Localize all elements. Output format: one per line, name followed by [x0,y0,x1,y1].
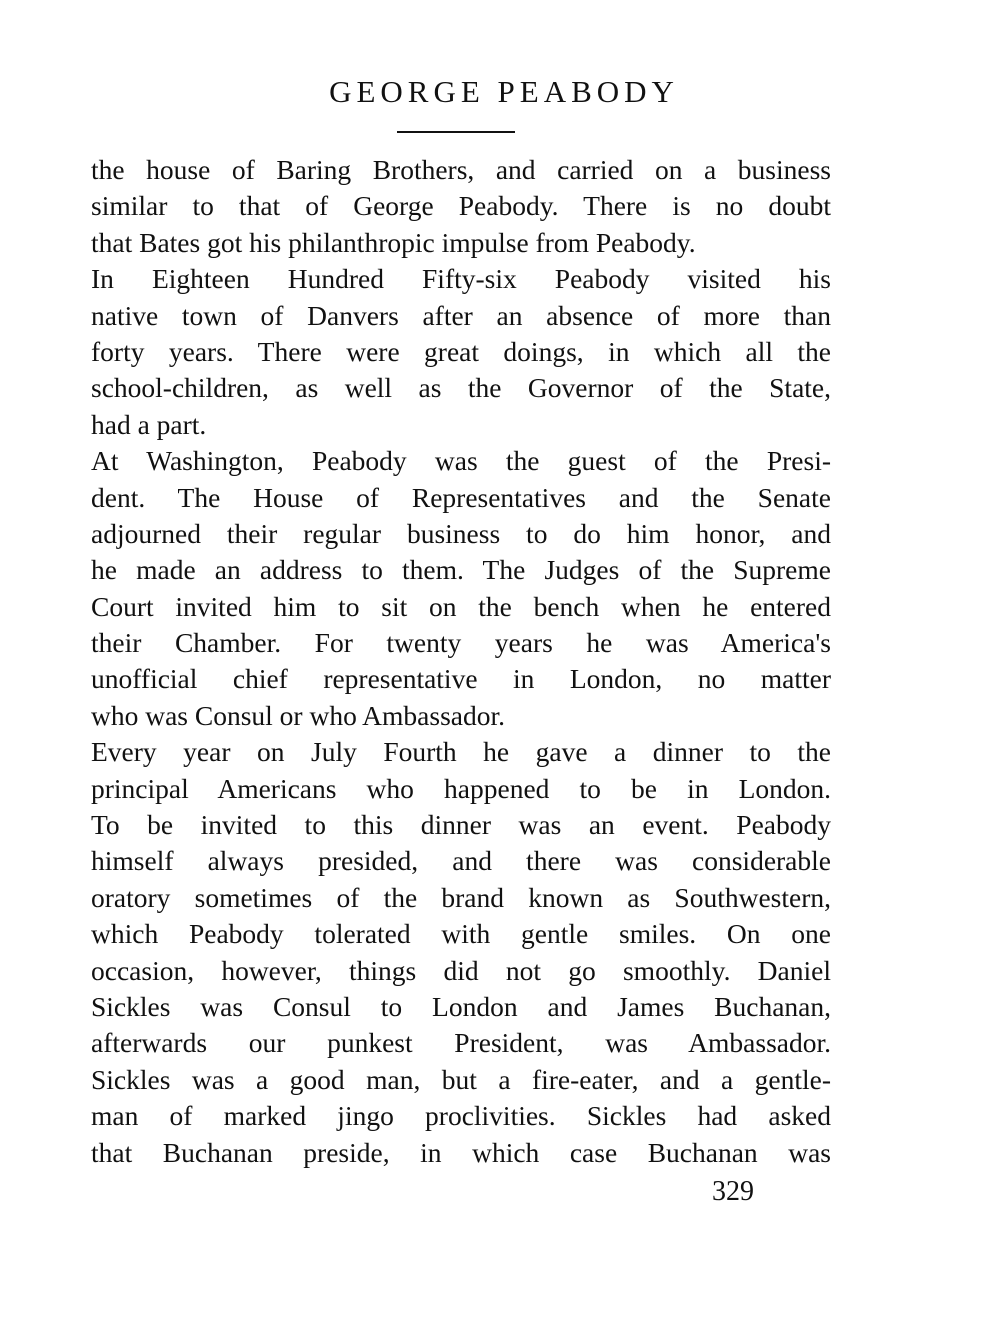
header-rule [397,131,515,133]
text-line: Court invited him to sit on the bench when he entered [91,590,831,622]
text-line: afterwards our punkest President, was Ambassador. [91,1027,831,1059]
text-line: occasion, however, things did not go smoothly. Daniel [91,954,831,986]
text-line: adjourned their regular business to do him honor, and [91,517,831,549]
paragraph [91,443,831,734]
text-line: dent. The House of Representatives and the Senate [91,481,831,513]
paragraph [91,152,831,261]
text-line: forty years. There were great doings, in which all the [91,335,831,367]
text-line: similar to that of George Peabody. There is no doubt [91,190,831,222]
running-header: GEORGE PEABODY [329,74,679,109]
text-line: the house of Baring Brothers, and carried on a business [91,154,831,185]
text-line: oratory sometimes of the brand known as Southwestern, [91,881,831,913]
text-line: he made an address to them. The Judges of the Supreme [91,554,831,586]
text-line: In Eighteen Hundred Fifty-six Peabody visited his [91,263,831,295]
text-line: their Chamber. For twenty years he was America's [91,627,831,659]
text-line: principal Americans who happened to be in London. [91,772,831,804]
text-line: native town of Danvers after an absence of more than [91,299,831,331]
text-line: Every year on July Fourth he gave a dinner to the [91,736,831,768]
text-line: unofficial chief representative in London, no matter [91,663,831,695]
body-text [91,152,831,1171]
text-line: man of marked jingo proclivities. Sickles had asked [91,1100,831,1132]
text-line: At Washington, Peabody was the guest of the Presi- [91,445,831,477]
text-line: who was Consul or who Ambassador. [91,699,506,731]
paragraph [91,734,831,1171]
text-line: Sickles was Consul to London and James Buchanan, [91,990,831,1022]
text-line: To be invited to this dinner was an event. Peabody [91,809,831,841]
text-line: himself always presided, and there was considerable [91,845,831,877]
text-line: that Bates got his philanthropic impulse from Peabody. [91,226,696,258]
text-line: school-children, as well as the Governor of the State, [91,372,831,404]
page-number: 329 [712,1176,754,1207]
text-line: Sickles was a good man, but a fire-eater, and a gentle- [91,1063,831,1095]
text-line: that Buchanan preside, in which case Buchanan was [91,1136,831,1168]
text-line: had a part. [91,408,207,440]
paragraph [91,261,831,443]
text-line: which Peabody tolerated with gentle smiles. On one [91,918,831,950]
